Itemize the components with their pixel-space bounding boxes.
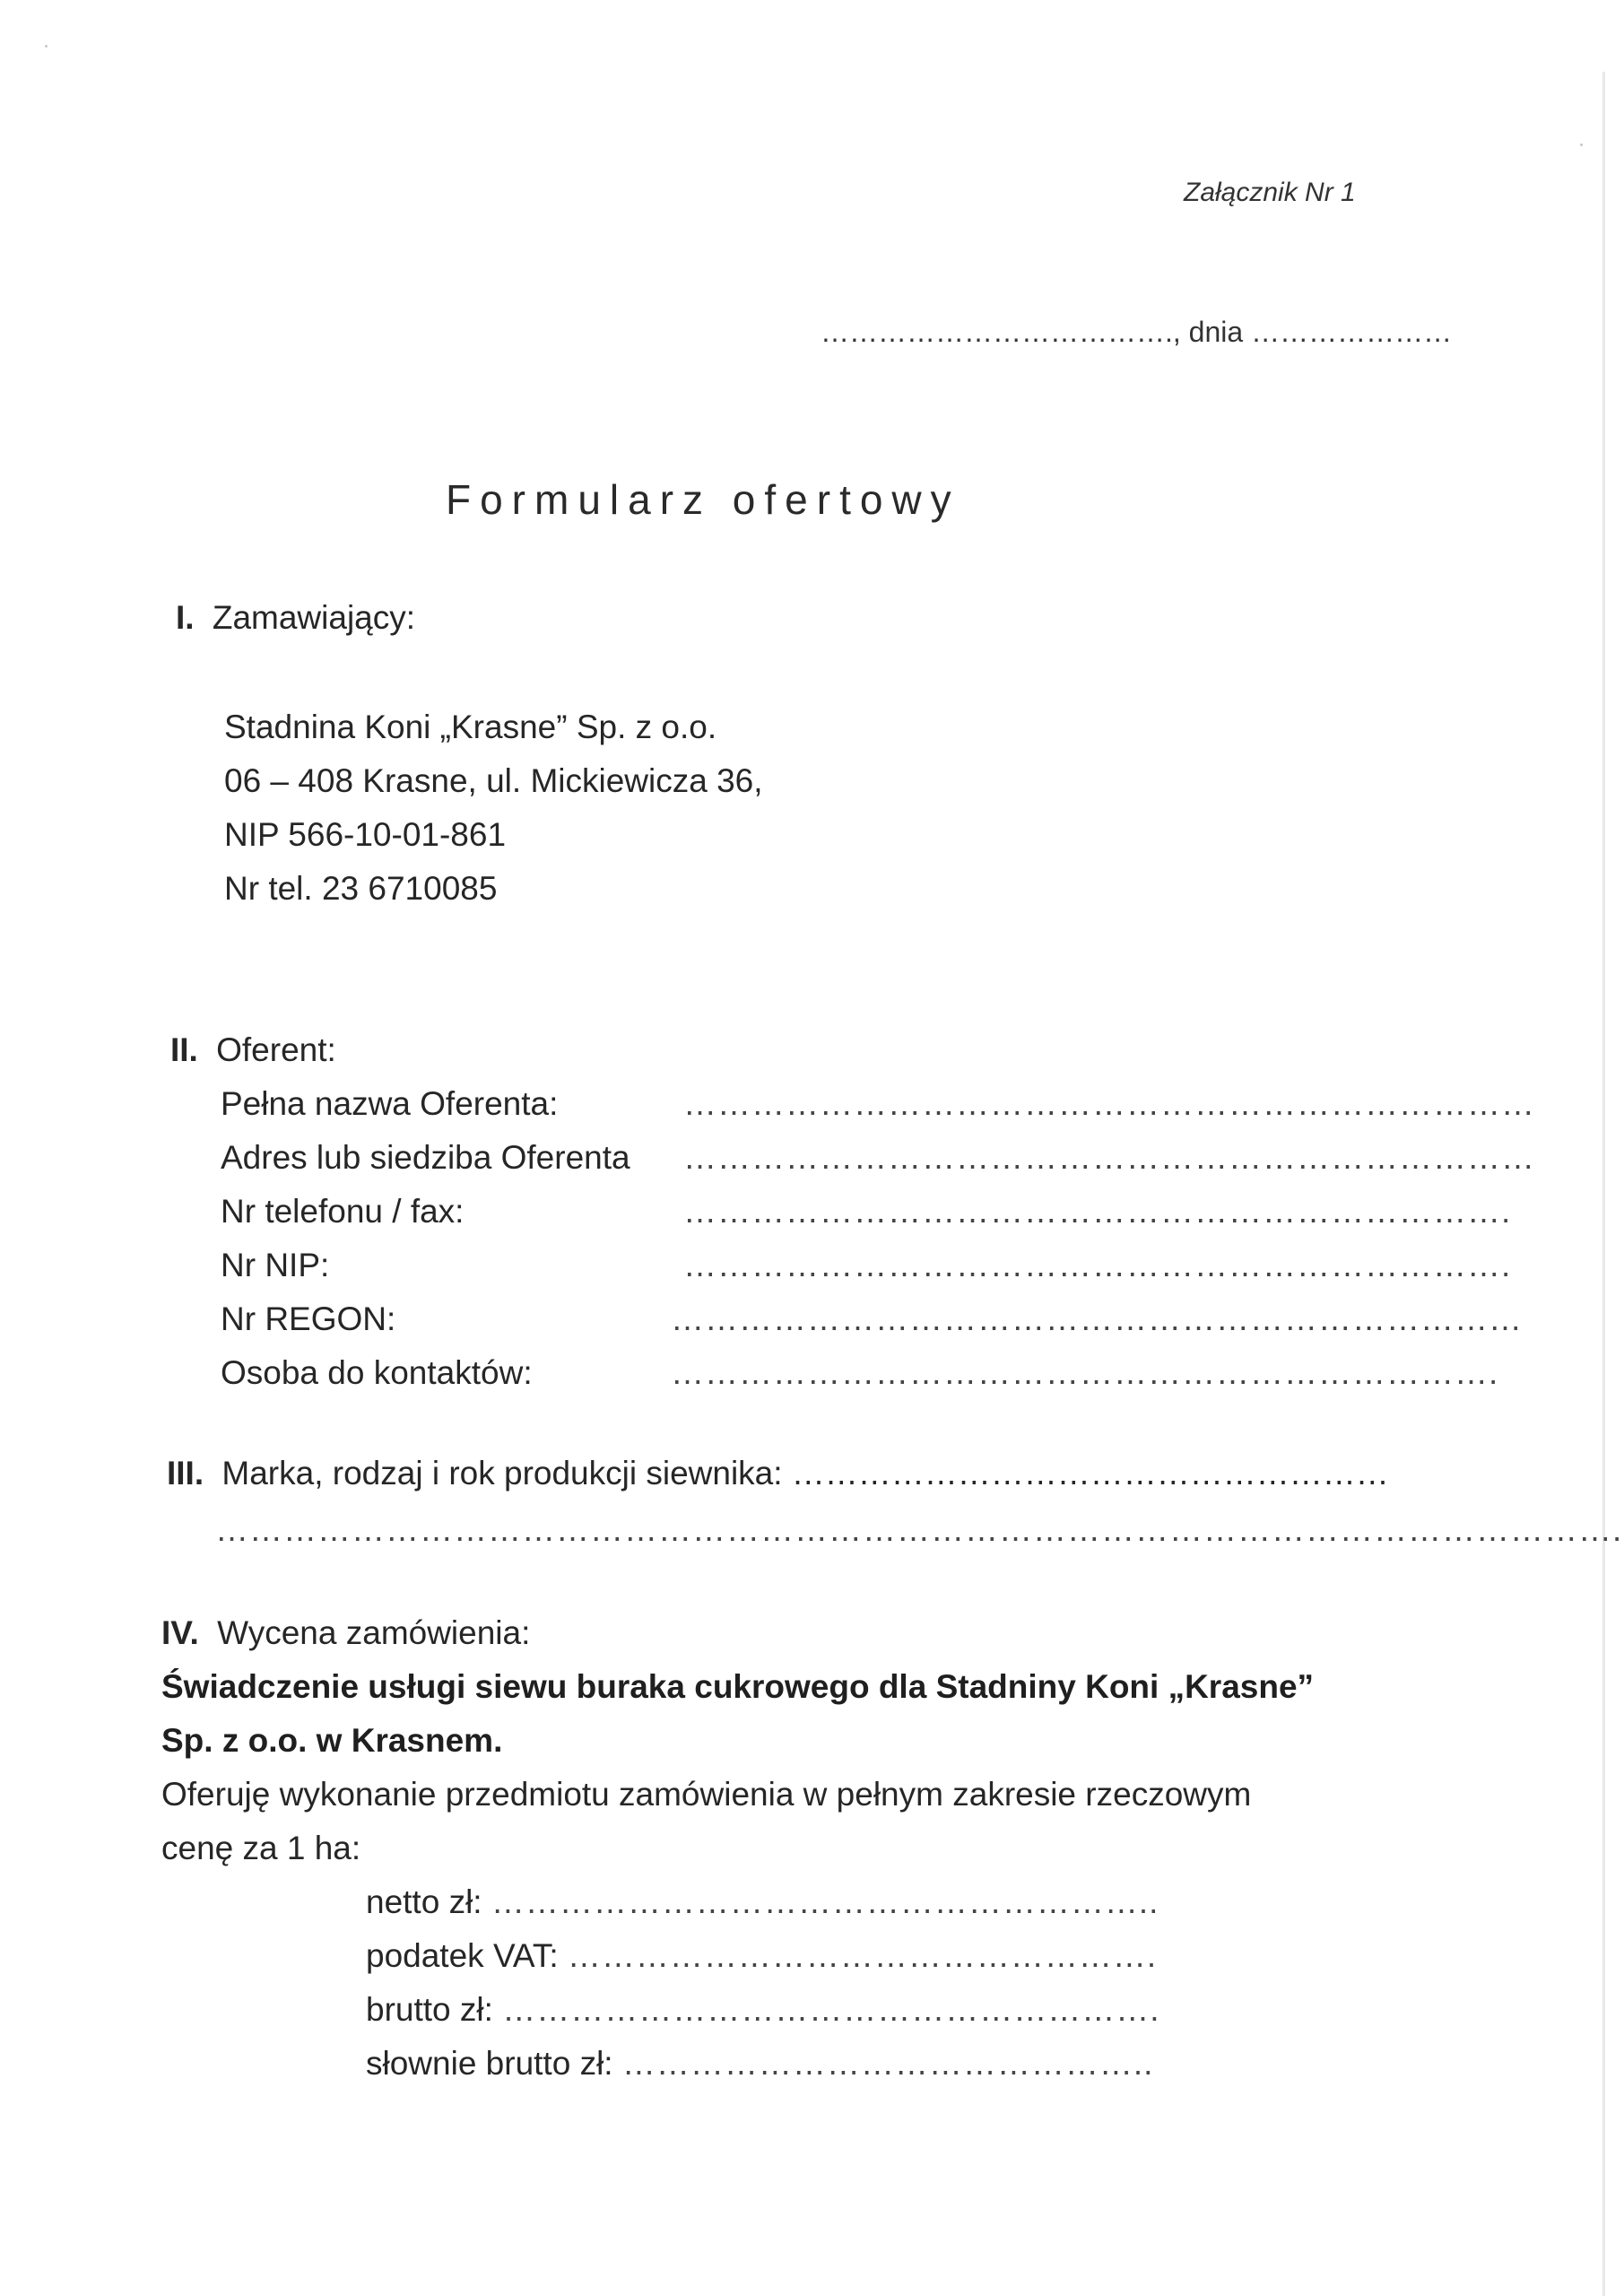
price-field-netto — [366, 1883, 1159, 1921]
price-label-brutto: brutto zł: — [366, 1991, 493, 2028]
section-4-title: Wycena zamówienia: — [217, 1614, 531, 1651]
section-4-number: IV. — [161, 1614, 199, 1651]
orderer-phone: Nr tel. 23 6710085 — [224, 870, 498, 907]
orderer-nip: NIP 566-10-01-861 — [224, 816, 507, 853]
annex-label: Załącznik Nr 1 — [1184, 178, 1356, 207]
scan-edge-line — [1602, 72, 1605, 2296]
price-dots-netto[interactable]: ………………………………………………….. — [491, 1883, 1159, 1920]
section-3-heading — [167, 1455, 1389, 1492]
field-dots-address[interactable]: ………………………………………………………………… — [683, 1139, 1535, 1176]
service-description-line-2: Sp. z o.o. w Krasnem. — [161, 1722, 503, 1759]
price-label-netto: netto zł: — [366, 1883, 482, 1920]
section-2-title: Oferent: — [216, 1031, 336, 1068]
field-label-nip: Nr NIP: — [221, 1247, 330, 1283]
field-label-address: Adres lub siedziba Oferenta — [221, 1139, 630, 1176]
section-3-number: III. — [167, 1455, 204, 1492]
offer-text-line-2: cenę za 1 ha: — [161, 1830, 361, 1866]
field-dots-regon[interactable]: ………………………………………………………………… — [671, 1300, 1523, 1337]
page-title: Formularz ofertowy — [446, 476, 960, 523]
offer-text-line-1: Oferuję wykonanie przedmiotu zamówienia w pełnym zakresie rzeczowym — [161, 1776, 1252, 1813]
orderer-address: 06 – 408 Krasne, ul. Mickiewicza 36, — [224, 762, 763, 799]
price-label-words: słownie brutto zł: — [366, 2045, 613, 2082]
section-2-heading — [170, 1031, 336, 1069]
section-4-heading — [161, 1614, 530, 1652]
field-dots-full-name[interactable]: ………………………………………………………………… — [683, 1085, 1535, 1122]
section-2-number: II. — [170, 1031, 198, 1068]
field-dots-phone-fax[interactable]: ………………………………………………………………. — [683, 1193, 1512, 1230]
section-1-heading — [176, 599, 415, 637]
section-3-title[interactable]: Marka, rodzaj i rok produkcji siewnika: ……………………………………………… — [221, 1455, 1389, 1492]
field-label-phone-fax: Nr telefonu / fax: — [221, 1193, 465, 1230]
section-1-number: I. — [176, 599, 195, 636]
field-label-full-name: Pełna nazwa Oferenta: — [221, 1085, 559, 1122]
field-label-contact: Osoba do kontaktów: — [221, 1354, 533, 1391]
scan-speck — [45, 45, 48, 48]
orderer-name: Stadnina Koni „Krasne” Sp. z o.o. — [224, 709, 717, 745]
price-field-vat — [366, 1937, 1157, 1975]
place-date-line: ………………………………., dnia ………………… — [821, 316, 1453, 348]
service-description-line-1: Świadczenie usługi siewu buraka cukrowego dla Stadniny Koni „Krasne” — [161, 1668, 1315, 1705]
price-dots-brutto[interactable]: …………………………………………………. — [502, 1991, 1160, 2028]
price-field-brutto — [366, 1991, 1159, 2029]
price-dots-words[interactable]: ……………………………………….. — [621, 2045, 1154, 2082]
section-1-title: Zamawiający: — [212, 599, 416, 636]
field-label-regon: Nr REGON: — [221, 1300, 396, 1337]
price-label-vat: podatek VAT: — [366, 1937, 559, 1974]
section-3-continuation-dots[interactable]: ……………………………………………………………………………………………………………. — [215, 1511, 1623, 1548]
price-field-words — [366, 2045, 1153, 2083]
field-dots-nip[interactable]: ………………………………………………………………. — [683, 1247, 1512, 1283]
field-dots-contact[interactable]: ………………………………………………………………. — [671, 1354, 1499, 1391]
price-dots-vat[interactable]: ……………………………………………. — [567, 1937, 1158, 1974]
scan-speck — [1580, 144, 1583, 146]
